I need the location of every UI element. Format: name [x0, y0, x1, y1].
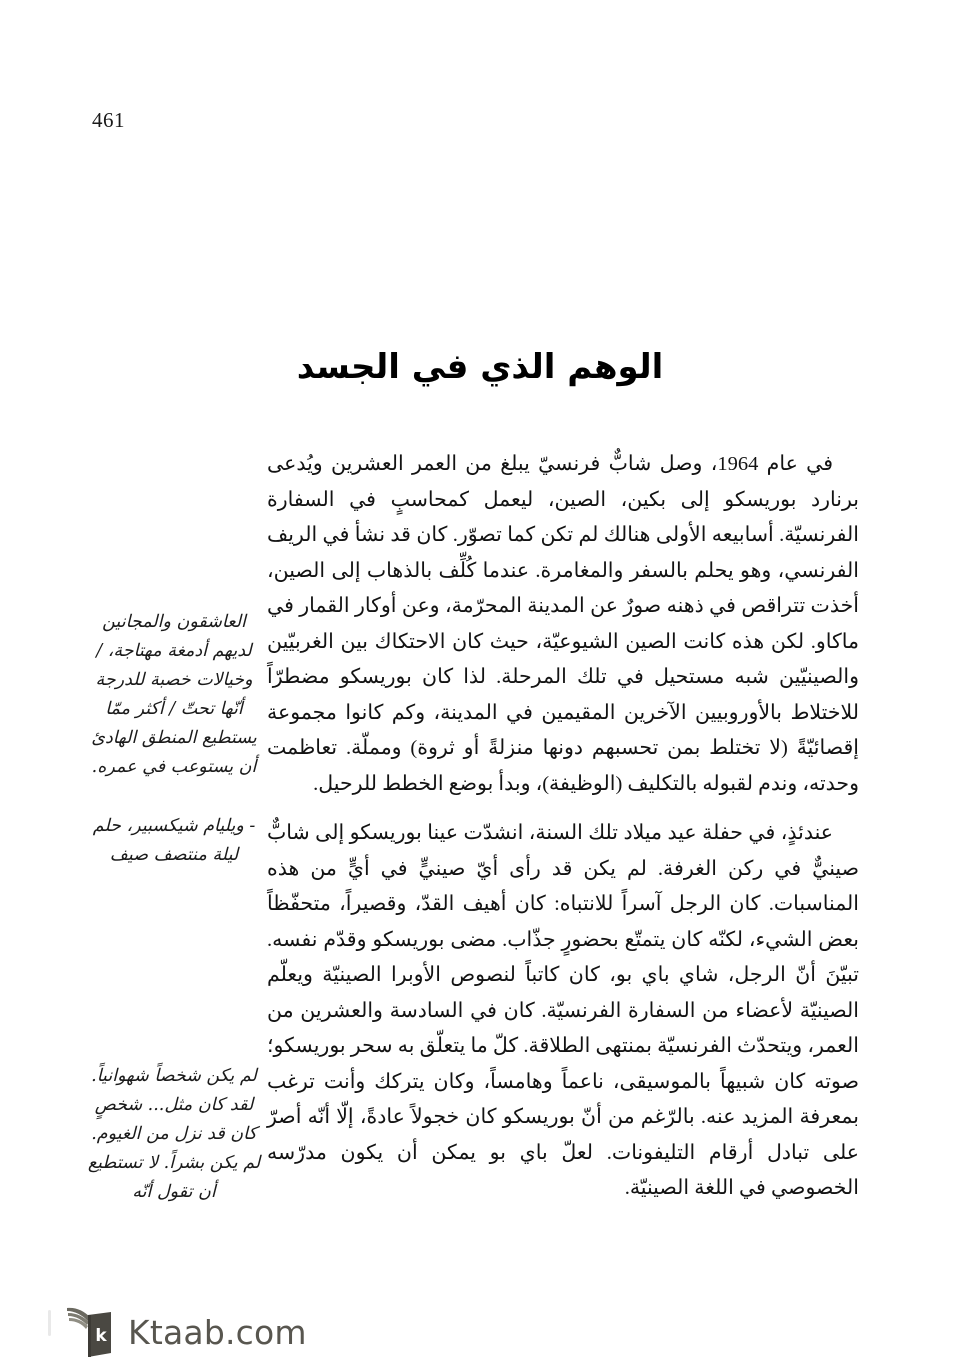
body-paragraph: عندئذٍ، في حفلة عيد ميلاد تلك السنة، انشدّت عينا بوريسكو إلى شابٌّ صينيٌّ في ركن الغرفة. لم يكن قد رأى أيّ صينيٍّ في أيٍّ من هذه المناسبات. كان الرجل آسراً للانتباه: كان أهيف القدّ، وقصيراً، متحفّظاً بعض الشيء، لكنّه كان يتمتّع بحضورٍ جذّاب. مضى بوريسكو وقدّم نفسه. تبيّنَ أنّ الرجل، شاي باي بو، كان كاتباً لنصوص الأوبرا الصينيّة ويعلّم الصينيّة لأعضاء من السفارة الفرنسيّة. كان في السادسة والعشرين من العمر، ويتحدّث الفرنسيّة بمنتهى الطلاقة. كلّ ما يتعلّق به سحر بوريسكو؛ صوته كان شبيهاً بالموسيقى، ناعماً وهامساً، وكان يتركك وأنت ترغب بمعرفة المزيد عنه. بالرّغم من أنّ بوريسكو كان خجولاً عادةً، إلّا أنّه أصرّ على تبادل أرقام التليفونات. لعلّ باي بو يمكن أن يكون مدرّسه الخصوصي في اللغة الصينيّة.	[267, 822, 859, 1199]
body-text-column	[267, 447, 859, 1207]
margin-note-quote	[86, 608, 262, 870]
page-number: 461	[92, 108, 125, 132]
watermark-label: Ktaab.com	[128, 1312, 307, 1352]
page-title: الوهم الذي في الجسد	[296, 346, 664, 387]
page-edge-artifact	[48, 1310, 51, 1336]
margin-note-text: العاشقون والمجانين لديهم أدمغة مهتاجة، / وخيالات خصبة للدرجة أنّها تحتّ / أكثر ممّا يستطيع المنطق الهادئ أن يستوعب في عمره.	[91, 612, 257, 777]
margin-note-secondary	[86, 1062, 262, 1207]
margin-note-attribution: - ويليام شيكسبير، حلم ليلة منتصف صيف	[92, 816, 256, 865]
margin-note-text: لم يكن شخصاً شهوانياً. لقد كان مثل... شخصٍ كان قد نزل من الغيوم. لم يكن بشراً. لا تستطيع أن تقول أنّه	[87, 1066, 261, 1202]
book-icon	[64, 1304, 116, 1360]
body-paragraph: في عام 1964، وصل شابٌّ فرنسيّ يبلغ من العمر العشرين ويُدعى برنارد بوريسكو إلى بكين، الصين، ليعمل كمحاسبٍ في السفارة الفرنسيّة. أسابيعه الأولى هنالك لم تكن كما تصوّر. كان قد نشأ في الريف الفرنسي، وهو يحلم بالسفر والمغامرة. عندما كُلِّف بالذهاب إلى الصين، أخذت تتراقص في ذهنه صورٌ عن المدينة المحرّمة، وعن أوكار القمار في ماكاو. لكن هذه كانت الصين الشيوعيّة، حيث كان الاحتكاك بين الغربيّين والصينيّين شبه مستحيل في تلك المرحلة. لذا كان بوريسكو مضطرّاً للاختلاط بالأوروبيين الآخرين المقيمين في المدينة، وكم كانوا مجموعة إقصائيّةً (لا تختلط بمن تحسبهم دونها منزلةً أو ثروة) ومملّة. تعاظمت وحدته، وندم لقبوله بالتكليف (الوظيفة)، وبدأ بوضع الخطط للرحيل.	[267, 453, 859, 795]
svg-text:k: k	[95, 1326, 107, 1346]
site-watermark	[64, 1304, 307, 1360]
